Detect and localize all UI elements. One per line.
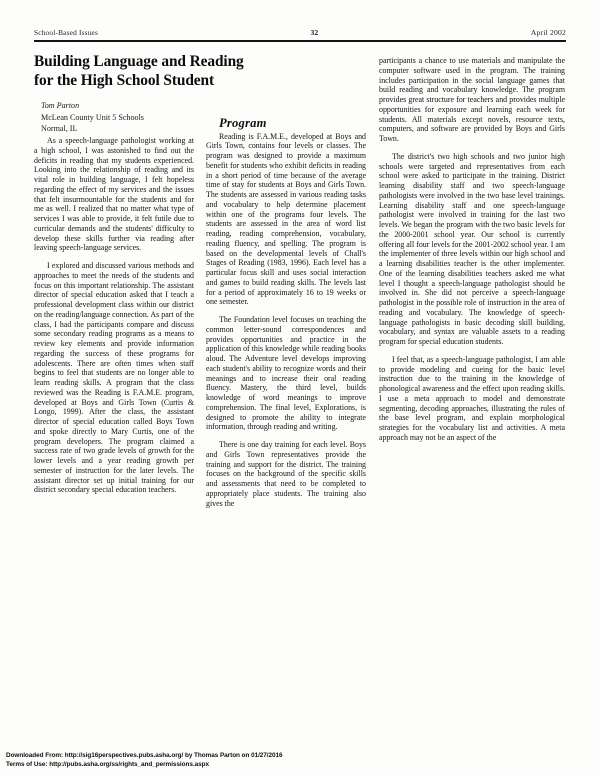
paragraph: participants a chance to use materials and manipulate the computer software used in the program. The training includes participation in the social language games that build reading and vocabulary knowledge. The program provides great structure for teachers and provides multiple opportunities for exposure and learning each week for students. All materials except novels, resource texts, computers, and software are provided by Boys and Girls Town. [379,56,565,143]
column-middle [206,116,366,508]
running-head [34,28,566,37]
page-number: 32 [310,28,319,37]
paragraph: As a speech-language pathologist working at a high school, I was astonished to find out the deficits in reading that my students experienced. Looking into the relationship of reading and its vital role in building language, I felt hopeless regarding the effect of my services and the issues that felt insurmountable for the students and for me as well. I realized that no matter what type of services I was able to provide, it felt futile due to curricular demands and the students' difficulty to develop these skills further via reading after leaving speech-language services. [34,136,194,253]
running-head-left: School-Based Issues [34,28,98,37]
paragraph: Reading is F.A.M.E., developed at Boys and Girls Town, contains four levels or classes. The program was designed to provide a maximum benefit for students who exhibit deficits in reading in a short period of time because of the average time of stay for students at Boys and Girls Town. The students are assessed in various reading tasks and vocabulary to help determine placement within one of the programs four levels. The students are assessed in the area of word list reading, reading comprehension, vocabulary, reading fluency, and spelling. The program is based on the developmental levels of Chall's Stages of Reading (1983, 1996). Each level has a particular focus skill and uses social interaction and games to build reading skills. The levels last for a period of approximately 16 to 19 weeks or one semester. [206,131,366,307]
page-title: Building Language and Reading for the High School Student [34,53,244,90]
paragraph: I explored and discussed various methods and approaches to meet the needs of the students and focus on this important relationship. The assistant director of special education asked that I teach a professional development class within our district on the reading/language connection. As part of the class, I had the participants compare and discuss some secondary reading programs as a means to review key elements and provide information regarding the success of these programs for adolescents. There are often times when staff begins to feel that students are no longer able to learn reading skills. A program that the class reviewed was the Reading is F.A.M.E. program, developed at Boys and Girls Town (Curtis & Longo, 1999). After the class, the assistant director of special education called Boys Town and spoke directly to Mary Curtis, one of the program developers. The program claimed a success rate of two grade levels of growth for the lower levels and a year reading growth per semester of instruction for the later levels. The assistant director set up initial training for our district secondary special education teachers. [34,261,194,495]
paragraph: The Foundation level focuses on teaching the common letter-sound correspondences and provides opportunities and practice in the application of this knowledge while reading books aloud. The Adventure level develops improving each student's ability to recognize words and their meanings and to increase their oral reading fluency. Mastery, the third level, builds knowledge of word meanings to improve comprehension. The final level, Explorations, is designed to promote the ability to integrate information, through reading and writing. [206,315,366,432]
paragraph: I feel that, as a speech-language pathologist, I am able to provide modeling and cueing for the basic level instruction due to the training in the knowledge of phonological awareness and the effect upon reading skills. I use a meta approach to model and demonstrate segmenting, decoding approaches, illustrating the rules of the base level program, and explain morphological strategies for the vocabulary list and activities. A meta approach may not be an aspect of the [379,354,565,442]
column-left [34,136,194,495]
author-location: Normal, IL [41,124,78,134]
header-rule [34,40,566,42]
footer-download-line: Downloaded From: http://sig16perspectives.pubs.asha.org/ by Thomas Parton on 01/27/2016 [6,751,283,759]
download-footer [6,751,426,770]
author-name: Tom Parton [41,100,80,110]
paragraph: The district's two high schools and two junior high schools were targeted and representatives from each school were asked to participate in the training. District learning disability staff and two speech-language pathologists were involved in the two base level trainings. Learning disability staff and one speech-language pathologist were involved in training for the last two levels. We began the program with the two basic levels for the 2000-2001 school year. Our school is currently offering all four levels for the 2001-2002 school year. I am the implementer of three levels within our high school and a learning disabilities teacher is the other implementer. One of the learning disabilities teachers asked me what level I thought a speech-language pathologist should be involved in. She did not perceive a speech-language pathologist in the possible role of instruction in the area of reading and vocabulary. The knowledge of speech-language pathologists in basic decoding skill building, vocabulary, and syntax are valuable assets to a reading program for special education students. [379,151,565,346]
author-affiliation: McLean County Unit 5 Schools [41,112,144,122]
column-right [379,56,565,443]
paragraph: There is one day training for each level. Boys and Girls Town representatives provide the training and support for the district. The training focuses on the background of the specific skills and assessments that need to be completed to appropriately place students. The training also gives the [206,440,366,508]
section-heading-program: Program [219,116,267,130]
footer-terms-line: Terms of Use: http://pubs.asha.org/ss/rights_and_permissions.aspx [6,761,209,769]
running-head-date: April 2002 [530,28,566,37]
